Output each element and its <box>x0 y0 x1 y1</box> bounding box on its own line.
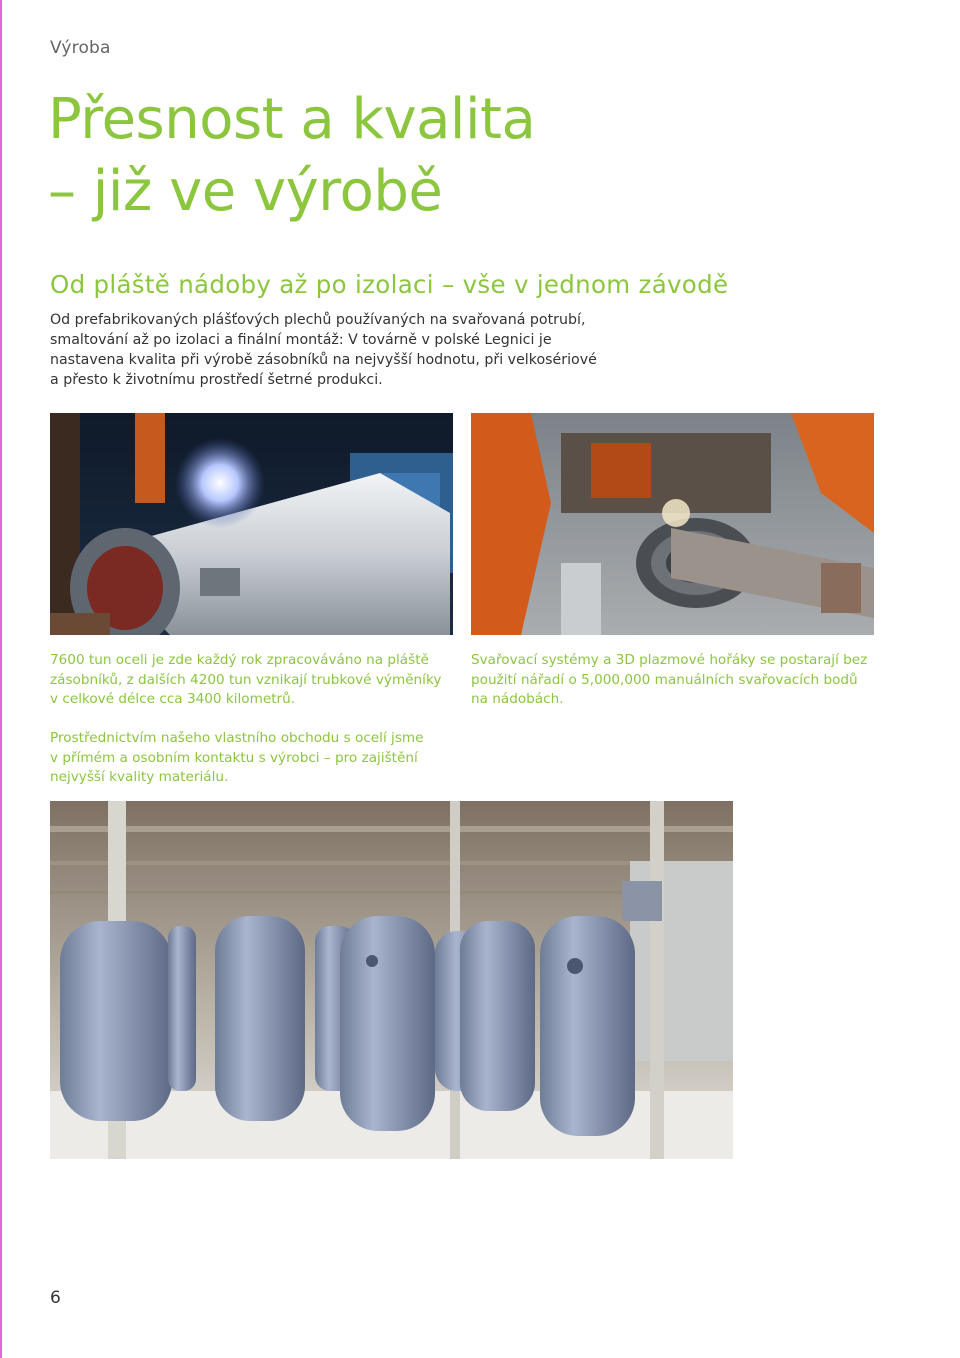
title-line-2: – již ve výrobě <box>48 159 443 224</box>
intro-paragraph: Od prefabrikovaných plášťových plechů používaných na svařovaná potrubí, smaltování až po izolaci a finální montáž: V továrně v polské Legnici je nastavena kvalita při výrobě zásobníků na nejvyšší hodnotu, při velkosériové a přesto k životnímu prostředí šetrné produkci. <box>50 312 597 388</box>
photo-storage-tanks <box>50 801 733 1159</box>
caption-left: 7600 tun oceli je zde každý rok zpracováváno na pláště zásobníků, z dalších 4200 tun vznikají trubkové výměníky v celkové délce cca 3400 kilometrů. <box>50 652 442 707</box>
photo-welding-tank-shell <box>50 413 453 635</box>
page-number: 6 <box>50 1288 61 1308</box>
caption-right: Svařovací systémy a 3D plazmové hořáky se postarají bez použití nářadí o 5,000,000 manuálních svařovacích bodů na nádobách. <box>471 652 868 707</box>
section-label: Výroba <box>50 38 111 58</box>
section-subtitle: Od pláště nádoby až po izolaci – vše v jednom závodě <box>50 270 729 299</box>
caption-middle: Prostřednictvím našeho vlastního obchodu s ocelí jsme v přímém a osobním kontaktu s výrobci – pro zajištění nejvyšší kvality materiálu. <box>50 730 424 785</box>
page-title <box>48 84 535 228</box>
page-edge-stripe <box>0 0 2 1358</box>
title-line-1: Přesnost a kvalita <box>48 87 536 152</box>
photo-robot-welding <box>471 413 874 635</box>
